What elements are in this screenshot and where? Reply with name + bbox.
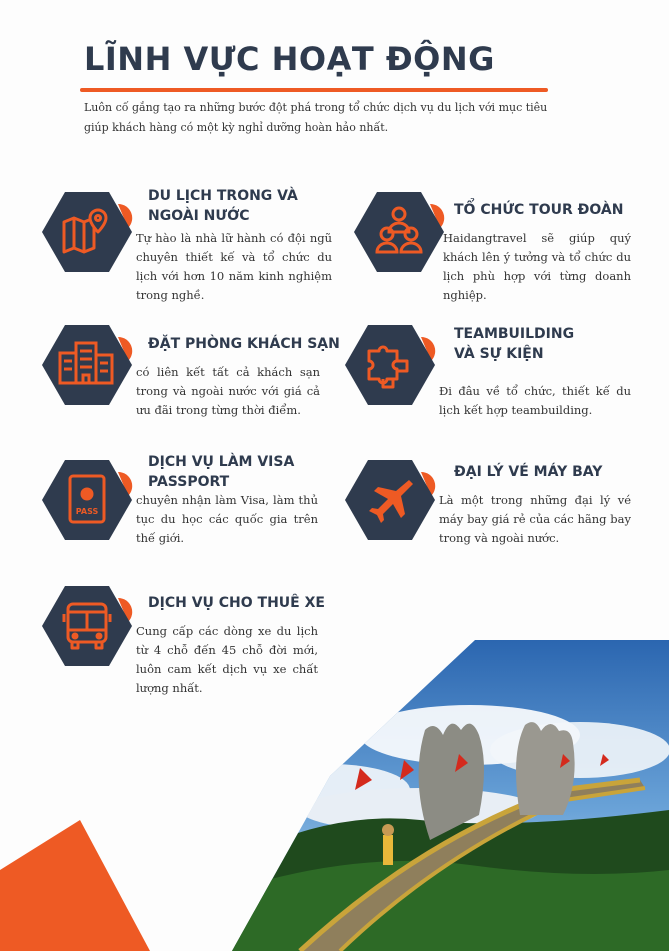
service-title: DỊCH VỤ LÀM VISA PASSPORT xyxy=(148,454,295,490)
tourist-figure xyxy=(382,824,394,865)
intro-line-1: Luôn cố gắng tạo ra những bước đột phá trong tổ chức dịch vụ du lịch với mục tiêu xyxy=(84,101,548,114)
service-description: chuyên nhận làm Visa, làm thủ tục du học các quốc gia trên thế giới. xyxy=(136,493,318,545)
service-icon-badge xyxy=(40,190,134,274)
svg-text:PASS: PASS xyxy=(75,507,99,516)
service-title: TEAMBUILDING VÀ SỰ KIỆN xyxy=(454,326,575,362)
intro-text xyxy=(84,98,604,138)
golden-bridge-photo xyxy=(0,640,669,951)
service-title: DU LỊCH TRONG VÀ NGOÀI NƯỚC xyxy=(148,188,298,224)
title-underline xyxy=(80,88,548,92)
service-title: ĐẶT PHÒNG KHÁCH SẠN xyxy=(148,336,340,352)
page-title: LĨNH VỰC HOẠT ĐỘNG xyxy=(84,40,495,78)
service-title: DỊCH VỤ CHO THUÊ XE xyxy=(148,595,325,611)
service-icon-badge xyxy=(352,190,446,274)
service-description: Là một trong những đại lý vé máy bay giá rẻ của các hãng bay trong và ngoài nước. xyxy=(439,493,631,545)
service-description: Tự hào là nhà lữ hành có đội ngũ chuyên thiết kế và tổ chức du lịch với hơn 10 năm kinh nghiệm trong nghề. xyxy=(136,231,332,302)
service-icon-badge xyxy=(343,323,437,407)
service-description: có liên kết tất cả khách sạn trong và ngoài nước với giá cả ưu đãi trong từng thời điểm. xyxy=(136,365,320,417)
service-title: TỔ CHỨC TOUR ĐOÀN xyxy=(454,202,624,218)
stone-hand-right xyxy=(516,722,575,815)
service-description: Đi đâu về tổ chức, thiết kế du lịch kết hợp teambuilding. xyxy=(439,384,631,417)
orange-corner-shape xyxy=(0,820,150,951)
service-title: ĐẠI LÝ VÉ MÁY BAY xyxy=(454,464,603,480)
service-icon-badge xyxy=(40,323,134,407)
service-description: Haidangtravel sẽ giúp quý khách lên ý tưởng và tổ chức du lịch phù hợp với từng doanh nghiệp. xyxy=(443,231,631,302)
intro-line-2: giúp khách hàng có một kỳ nghỉ dưỡng hoàn hảo nhất. xyxy=(84,121,389,134)
service-description: Cung cấp các dòng xe du lịch từ 4 chỗ đến 45 chỗ đời mới, luôn cam kết dịch vụ xe chất lượng nhất. xyxy=(136,624,318,695)
service-icon-badge xyxy=(343,458,437,542)
service-icon-badge xyxy=(40,458,134,542)
